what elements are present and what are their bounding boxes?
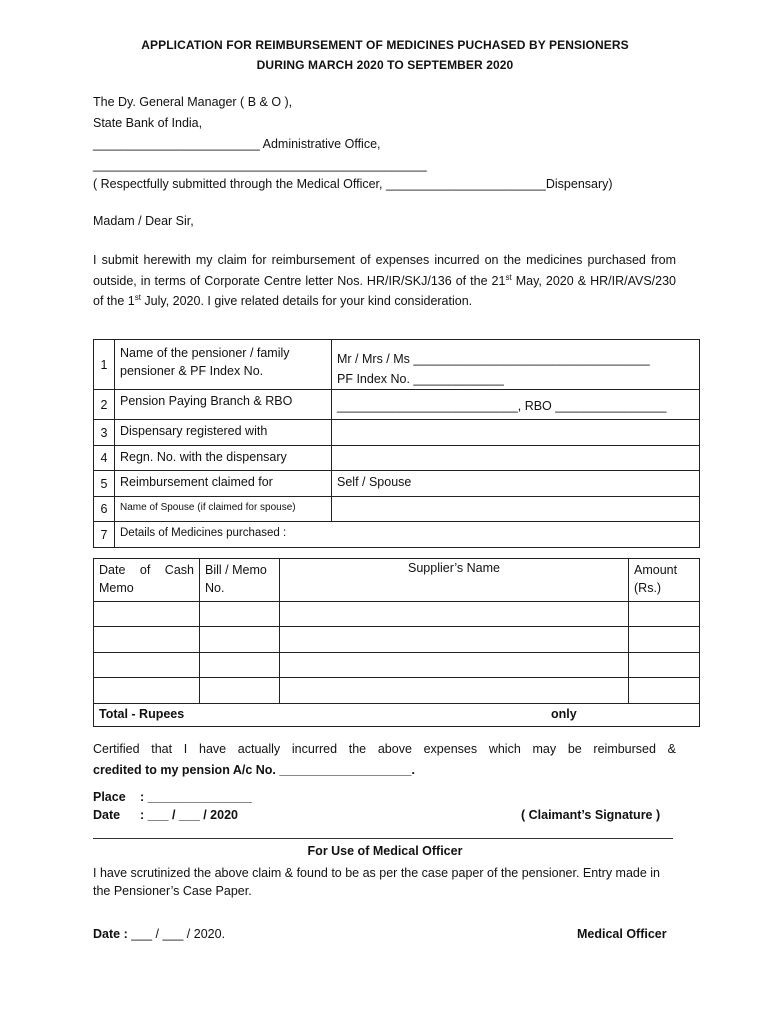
header-date: Date of Cash Memo (94, 559, 200, 602)
row-label: Dispensary registered with (115, 420, 332, 446)
place-label: Place (93, 790, 126, 804)
pensioner-name-field[interactable] (332, 340, 700, 390)
date-cell[interactable] (94, 627, 200, 653)
row-number: 2 (94, 390, 115, 420)
dispensary-field[interactable] (332, 420, 700, 446)
details-row-2 (94, 390, 700, 420)
row-number: 5 (94, 471, 115, 497)
row-number: 4 (94, 446, 115, 471)
bill-cell[interactable] (200, 602, 280, 627)
medical-officer-statement: I have scrutinized the above claim & found to be as per the case paper of the pensioner. Entry made in the Pensioner’s Case Paper. (93, 866, 661, 898)
name-blank[interactable]: Mr / Mrs / Ms __________________________________ (337, 352, 650, 366)
address-line-1: The Dy. General Manager ( B & O ), (93, 95, 293, 109)
details-row-5 (94, 471, 700, 497)
claim-text-part1: I submit herewith my claim for reimbursement of expenses incurred on the medicines purchased from outside, in terms of Corporate Centre letter Nos. HR/IR/SKJ/136 of the 21 (93, 253, 676, 288)
bill-cell[interactable] (200, 678, 280, 704)
row-label: Pension Paying Branch & RBO (115, 390, 332, 420)
header-supplier: Supplier’s Name (280, 559, 629, 602)
mo-date-field[interactable]: ___ / ___ / 2020. (127, 927, 226, 941)
form-title-line2: DURING MARCH 2020 TO SEPTEMBER 2020 (256, 58, 514, 72)
spouse-name-field[interactable] (332, 497, 700, 522)
supplier-cell[interactable] (280, 678, 629, 704)
address-line-3: ________________________ Administrative Office, (93, 137, 381, 151)
header-amount: Amount (Rs.) (629, 559, 700, 602)
row-number: 7 (94, 522, 115, 548)
row-number: 6 (94, 497, 115, 522)
place-field[interactable]: : _______________ (140, 790, 252, 804)
details-row-7 (94, 522, 700, 548)
amount-cell[interactable] (629, 627, 700, 653)
date-cell[interactable] (94, 653, 200, 678)
claim-paragraph (93, 250, 676, 312)
total-label: Total - Rupees (99, 707, 185, 721)
date-field[interactable]: : ___ / ___ / 2020 (140, 808, 238, 822)
medicine-entry-row (94, 627, 700, 653)
registration-number-field[interactable] (332, 446, 700, 471)
address-line-2: State Bank of India, (93, 116, 203, 130)
row-label: Reimbursement claimed for (115, 471, 332, 497)
medicine-entry-row (94, 602, 700, 627)
medicine-entry-row (94, 678, 700, 704)
total-only-label: only (551, 707, 577, 721)
row-number: 1 (94, 340, 115, 390)
claimed-for-field[interactable]: Self / Spouse (332, 471, 700, 497)
claimant-signature-label: ( Claimant’s Signature ) (521, 808, 661, 822)
section-divider (93, 838, 673, 839)
claim-text-part2: May, 2020 & HR/IR/AVS/230 of the 1 (93, 273, 676, 308)
amount-cell[interactable] (629, 602, 700, 627)
form-title-line1: APPLICATION FOR REIMBURSEMENT OF MEDICINES PUCHASED BY PENSIONERS (141, 38, 629, 52)
address-line-5: ( Respectfully submitted through the Medical Officer, _______________________Dispensary) (93, 177, 613, 191)
medicines-table (93, 558, 700, 727)
ordinal-suffix-1: st (505, 272, 512, 282)
date-cell[interactable] (94, 602, 200, 627)
pensioner-details-table (93, 339, 700, 548)
date-cell[interactable] (94, 678, 200, 704)
medicines-header-row (94, 559, 700, 602)
header-bill-no: Bill / Memo No. (200, 559, 280, 602)
total-cell[interactable] (94, 704, 700, 727)
amount-cell[interactable] (629, 653, 700, 678)
salutation: Madam / Dear Sir, (93, 214, 194, 228)
row-label: Details of Medicines purchased : (115, 522, 700, 548)
details-row-3 (94, 420, 700, 446)
certification-line-1: Certified that I have actually incurred the above expenses which may be reimbursed & (93, 742, 676, 756)
date-label: Date (93, 808, 121, 822)
address-line-4: ________________________________________________ (93, 158, 427, 172)
row-label: Name of the pensioner / family pensioner & PF Index No. (115, 340, 332, 390)
supplier-cell[interactable] (280, 627, 629, 653)
claim-text-part3: July, 2020. I give related details for your kind consideration. (140, 294, 473, 308)
ordinal-suffix-2: st (134, 292, 141, 302)
supplier-cell[interactable] (280, 602, 629, 627)
supplier-cell[interactable] (280, 653, 629, 678)
certification-line-2: credited to my pension A/c No. ___________________. (93, 763, 415, 777)
row-label: Regn. No. with the dispensary (115, 446, 332, 471)
amount-cell[interactable] (629, 678, 700, 704)
branch-rbo-field[interactable]: __________________________, RBO ________________ (332, 390, 700, 420)
row-number: 3 (94, 420, 115, 446)
pf-index-blank[interactable]: PF Index No. _____________ (337, 372, 504, 386)
medical-officer-heading: For Use of Medical Officer (307, 844, 463, 858)
medicine-entry-row (94, 653, 700, 678)
mo-date-label: Date : (93, 927, 128, 941)
bill-cell[interactable] (200, 653, 280, 678)
medical-officer-signature: Medical Officer (577, 927, 667, 941)
row-label: Name of Spouse (if claimed for spouse) (115, 497, 332, 522)
medical-officer-date (93, 927, 225, 941)
bill-cell[interactable] (200, 627, 280, 653)
details-row-4 (94, 446, 700, 471)
details-row-1 (94, 340, 700, 390)
details-row-6 (94, 497, 700, 522)
total-row (94, 704, 700, 727)
